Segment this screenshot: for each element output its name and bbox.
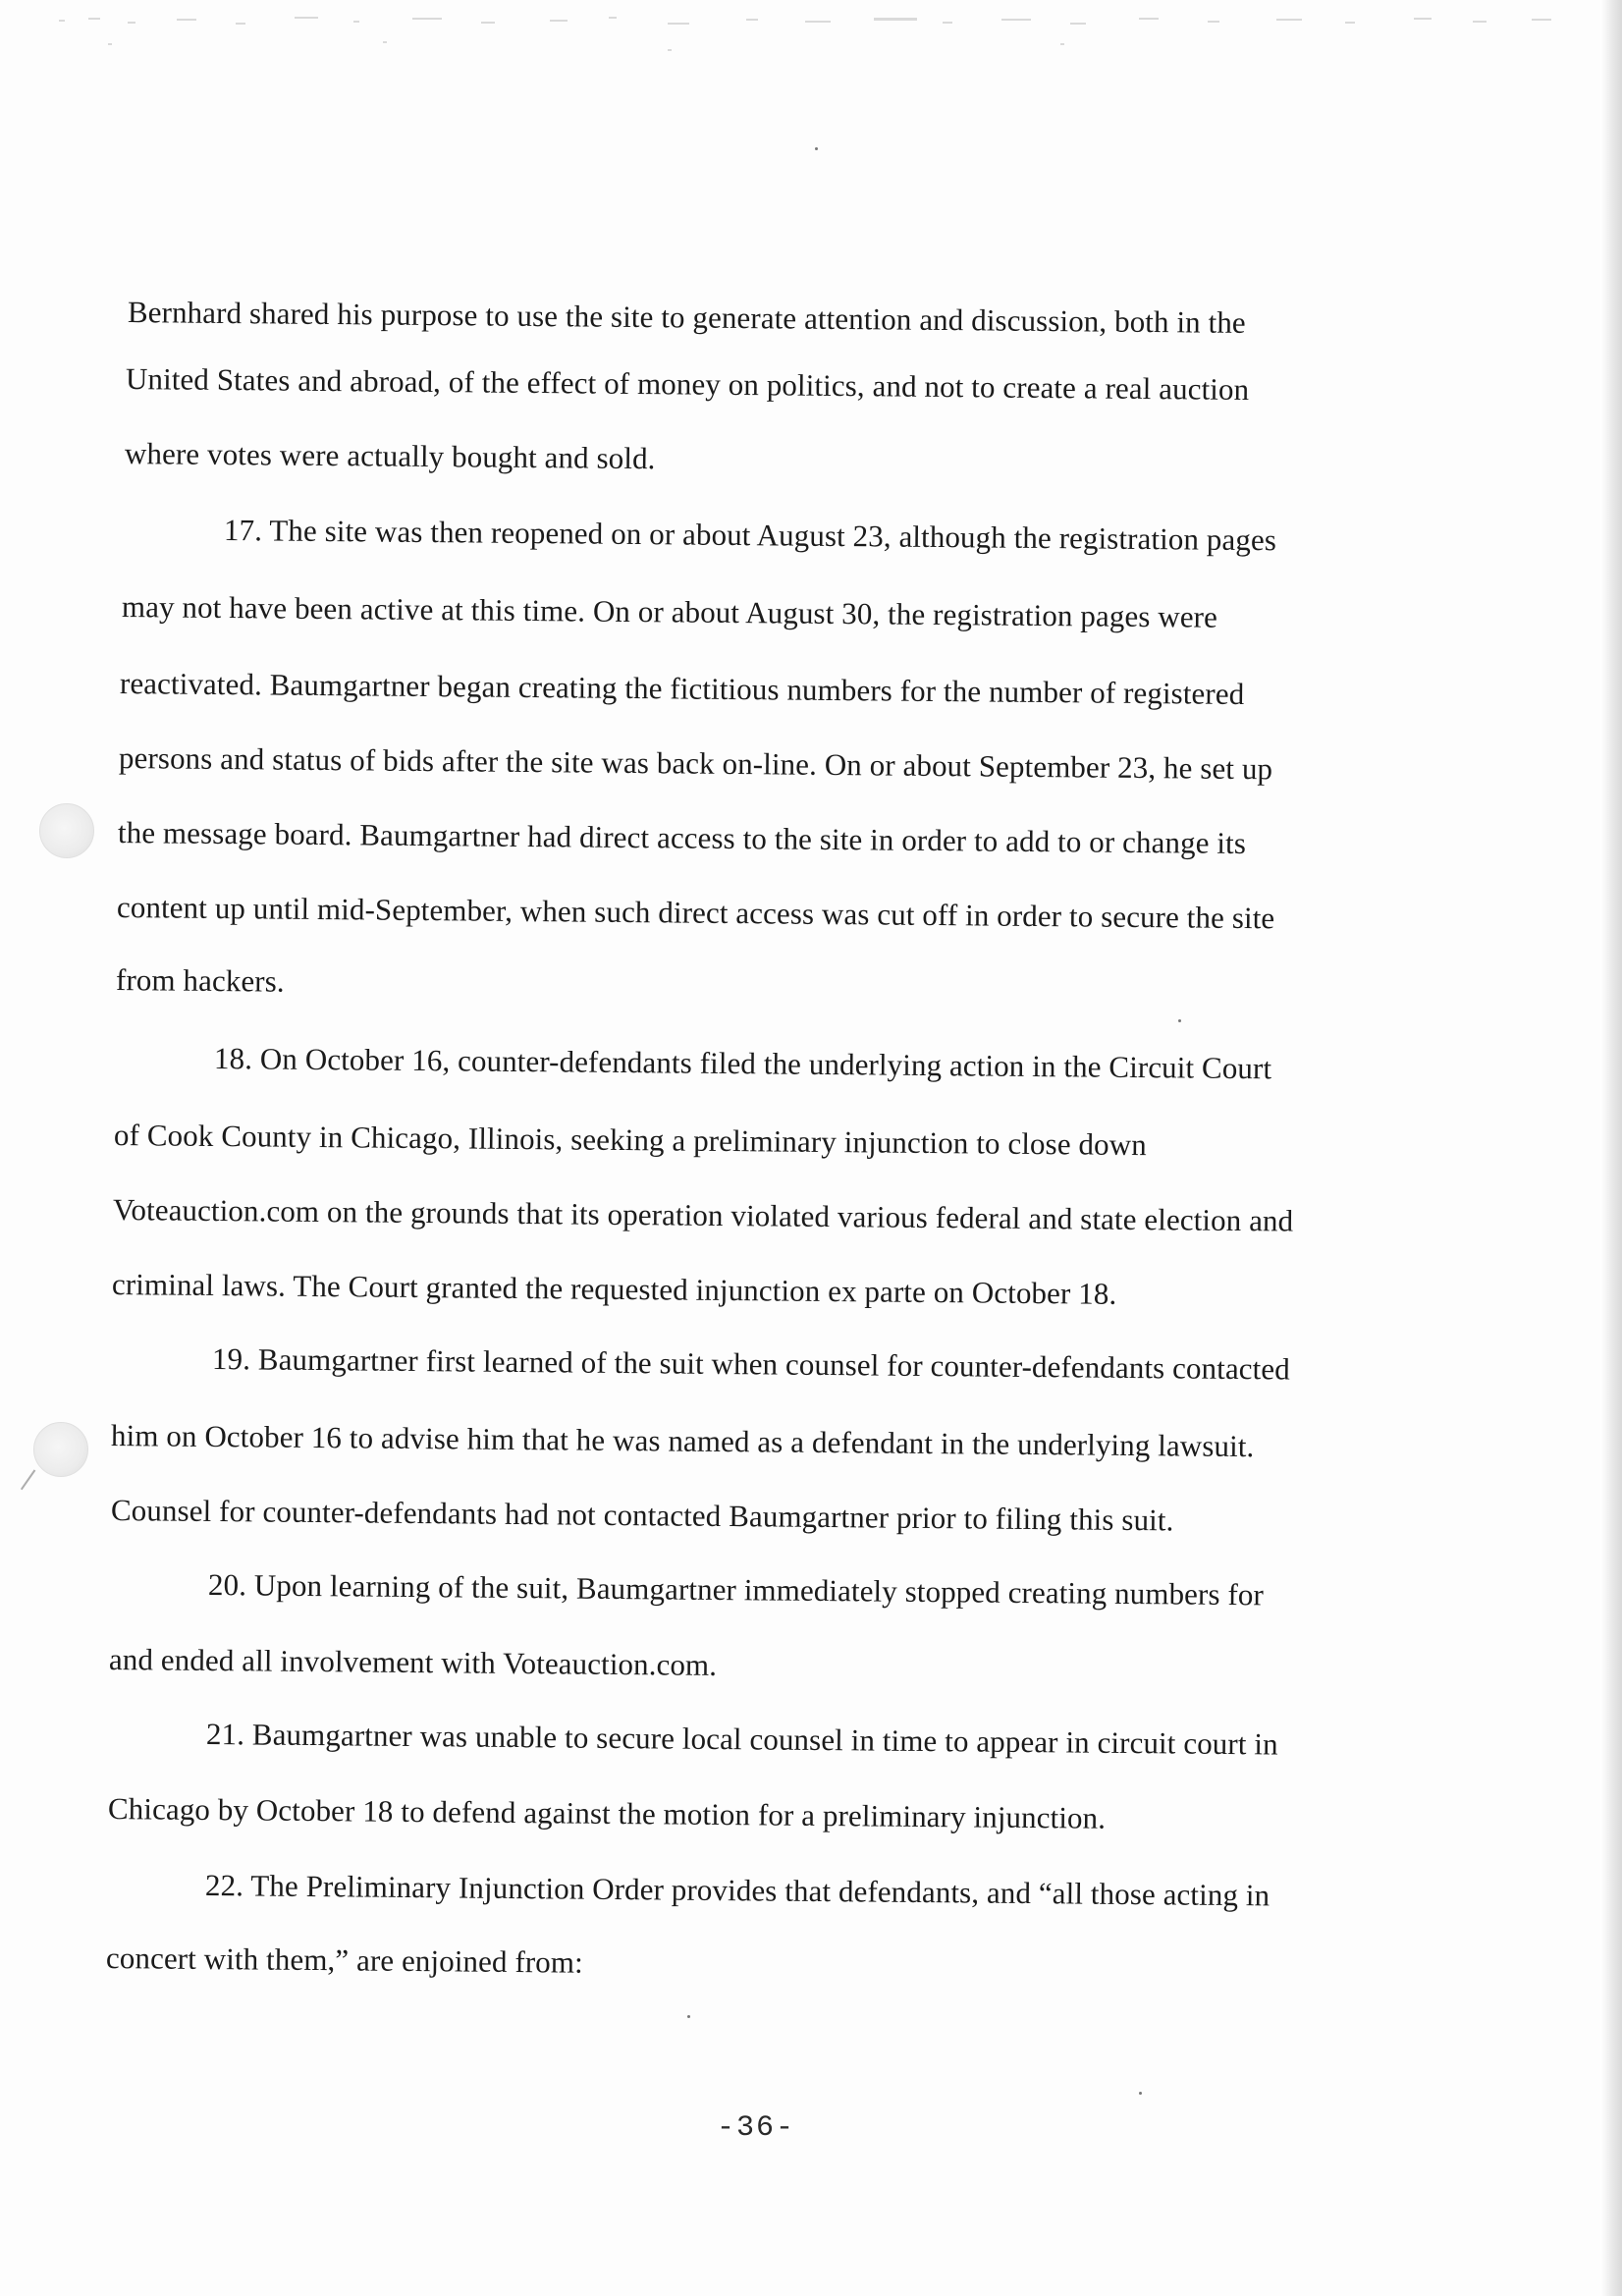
scan-noise <box>59 14 1571 73</box>
scan-speck <box>1139 2092 1142 2095</box>
paragraph-21-line: 21. Baumgartner was unable to secure local counsel in time to appear in circuit court in <box>205 1717 1278 1762</box>
text-line: the message board. Baumgartner had direct access to the site in order to add to or change its <box>117 815 1247 861</box>
scan-speck <box>1178 1019 1181 1022</box>
punch-hole <box>39 803 94 858</box>
text-line: Chicago by October 18 to defend against the motion for a preliminary injunction. <box>107 1791 1107 1835</box>
paragraph-22-line: 22. The Preliminary Injunction Order provides that defendants, and “all those acting in <box>204 1868 1271 1913</box>
text-line: concert with them,” are enjoined from: <box>105 1941 583 1980</box>
text-line: and ended all involvement with Voteauction.com. <box>108 1642 718 1682</box>
text-line: persons and status of bids after the site was back on-line. On or about September 23, he set up <box>118 740 1273 787</box>
text-line: Counsel for counter-defendants had not contacted Baumgartner prior to filing this suit. <box>110 1493 1174 1538</box>
text-line: reactivated. Baumgartner began creating the fictitious numbers for the number of registered <box>119 666 1245 711</box>
text-line: of Cook County in Chicago, Illinois, seeking a preliminary injunction to close down <box>113 1118 1147 1163</box>
text-line: him on October 16 to advise him that he was named as a defendant in the underlying lawsuit. <box>110 1418 1255 1464</box>
paragraph-20-line: 20. Upon learning of the suit, Baumgartner immediately stopped creating numbers for <box>207 1567 1265 1613</box>
paragraph-19-line: 19. Baumgartner first learned of the suit when counsel for counter-defendants contacted <box>211 1341 1290 1387</box>
text-line: content up until mid-September, when such direct access was cut off in order to secure the site <box>116 890 1275 936</box>
text-line: criminal laws. The Court granted the requested injunction ex parte on October 18. <box>111 1267 1117 1311</box>
scan-speck <box>687 2015 690 2018</box>
text-line: where votes were actually bought and sold. <box>124 436 656 476</box>
text-line: may not have been active at this time. On or about August 30, the registration pages were <box>121 589 1218 634</box>
pen-mark <box>21 1469 50 1500</box>
scan-speck <box>815 147 818 150</box>
punch-hole <box>33 1422 88 1477</box>
paragraph-17-line: 17. The site was then reopened on or about August 23, although the registration pages <box>223 513 1277 558</box>
page-number: -36- <box>716 2111 795 2145</box>
text-line: Bernhard shared his purpose to use the site to generate attention and discussion, both in the <box>127 295 1246 340</box>
scan-edge <box>1600 0 1622 2296</box>
text-line: Voteauction.com on the grounds that its operation violated various federal and state election and <box>112 1192 1294 1238</box>
paragraph-18-line: 18. On October 16, counter-defendants filed the underlying action in the Circuit Court <box>213 1041 1272 1086</box>
text-line: United States and abroad, of the effect of money on politics, and not to create a real auction <box>125 361 1250 407</box>
text-line: from hackers. <box>115 962 285 999</box>
